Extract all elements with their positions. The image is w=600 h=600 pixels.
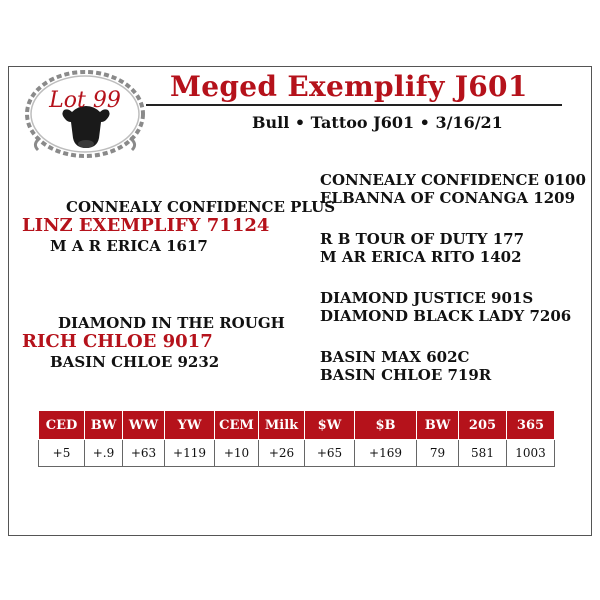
sire-dam: M A R ERICA 1617 (50, 237, 208, 255)
epd-header: 205 (459, 411, 507, 440)
dam-sire: DIAMOND IN THE ROUGH (58, 314, 285, 332)
epd-value: +.9 (85, 440, 123, 467)
epd-header: WW (123, 411, 165, 440)
ggp-4: M AR ERICA RITO 1402 (320, 248, 522, 266)
epd-table (38, 410, 555, 467)
epd-value: +65 (305, 440, 355, 467)
title-divider (146, 104, 562, 106)
ggp-1: CONNEALY CONFIDENCE 0100 (320, 171, 586, 189)
epd-value: +63 (123, 440, 165, 467)
epd-header: Milk (259, 411, 305, 440)
lot-number: Lot 99 (49, 88, 121, 113)
dam-dam: BASIN CHLOE 9232 (50, 353, 220, 371)
epd-value: +10 (215, 440, 259, 467)
dam-name: RICH CHLOE 9017 (22, 331, 213, 352)
animal-name: Meged Exemplify J601 (170, 70, 528, 103)
epd-header: 365 (507, 411, 555, 440)
sire-sire: CONNEALY CONFIDENCE PLUS (66, 198, 336, 216)
sire-name: LINZ EXEMPLIFY 71124 (22, 215, 270, 236)
ggp-5: DIAMOND JUSTICE 901S (320, 289, 534, 307)
epd-value-row (39, 440, 555, 467)
epd-value: 581 (459, 440, 507, 467)
epd-header: BW (417, 411, 459, 440)
epd-value: +169 (355, 440, 417, 467)
ggp-6: DIAMOND BLACK LADY 7206 (320, 307, 572, 325)
epd-header: YW (165, 411, 215, 440)
epd-value: +5 (39, 440, 85, 467)
epd-header-row (39, 411, 555, 440)
epd-header: CEM (215, 411, 259, 440)
epd-header: $B (355, 411, 417, 440)
epd-header: CED (39, 411, 85, 440)
ggp-3: R B TOUR OF DUTY 177 (320, 230, 525, 248)
epd-value: +26 (259, 440, 305, 467)
lot-logo (22, 68, 148, 160)
ggp-2: ELBANNA OF CONANGA 1209 (320, 189, 575, 207)
epd-value: 79 (417, 440, 459, 467)
rope-frame-icon (22, 68, 148, 160)
epd-value: +119 (165, 440, 215, 467)
ggp-7: BASIN MAX 602C (320, 348, 470, 366)
epd-header: BW (85, 411, 123, 440)
epd-value: 1003 (507, 440, 555, 467)
animal-subtitle: Bull • Tattoo J601 • 3/16/21 (252, 113, 503, 132)
epd-header: $W (305, 411, 355, 440)
ggp-8: BASIN CHLOE 719R (320, 366, 492, 384)
